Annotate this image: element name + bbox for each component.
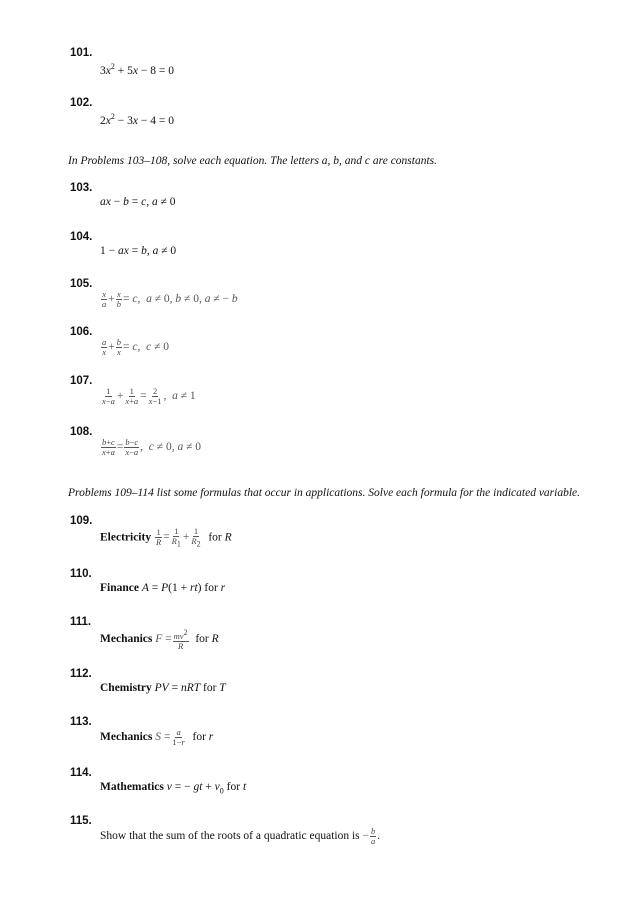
section-intro: Problems 109–114 list some formulas that occur in applications. Solve each formula for the indicated variable. xyxy=(68,487,581,499)
problem-equation: $2x^2 - 3x - 4 = 0$ xyxy=(100,112,174,127)
problem-equation: $\frac{1}{x-a}$ + $\frac{1}{x+a}$ = $\frac{2}{x-1}$ , a ≠ 1 xyxy=(102,386,196,406)
problem-equation: $\frac{x}{a}$ + $\frac{x}{b}$ = c, a ≠ 0, b ≠ 0, a ≠ − b xyxy=(102,289,238,309)
subject-label: Mechanics xyxy=(100,633,153,646)
subject-label: Mechanics xyxy=(100,731,153,744)
problem-text: Show that the sum of the roots of a quadratic equation is − $\frac{b}{a}$ . xyxy=(100,826,381,846)
subject-label: Finance xyxy=(100,582,139,594)
problem-number: 108. xyxy=(70,426,93,438)
problem-number: 112. xyxy=(70,668,92,680)
section-intro: In Problems 103–108, solve each equation. The letters a, b, and c are constants. xyxy=(68,155,438,167)
problem-number: 101. xyxy=(70,47,93,59)
problem-formula: Electricity $\frac{1}{R}$ = $\frac{1}{R_1}$ + $\frac{1}{R_2}$ for R xyxy=(100,526,232,549)
problem-number: 104. xyxy=(70,231,93,243)
problem-number: 114. xyxy=(70,767,92,779)
problem-number: 111. xyxy=(70,616,92,628)
problem-formula: Chemistry PV = nRT for T xyxy=(100,682,226,694)
problem-number: 102. xyxy=(70,97,93,109)
problem-statement: Show that the sum of the roots of a quadratic equation is xyxy=(100,830,360,843)
problem-number: 105. xyxy=(70,278,93,290)
problem-formula: Mechanics F = $\frac{mv^2}{R}$ for R xyxy=(100,628,219,651)
problem-formula: Finance A = P(1 + rt) for r xyxy=(100,582,226,594)
problem-number: 113. xyxy=(70,716,92,728)
problem-number: 103. xyxy=(70,182,93,194)
subject-label: Mathematics xyxy=(100,781,164,793)
problem-equation: $3x^2 + 5x - 8 = 0$ xyxy=(100,62,174,77)
problem-number: 109. xyxy=(70,515,93,527)
problem-equation: 1 − ax = b, a ≠ 0 xyxy=(100,245,177,257)
problem-equation: ax − b = c, a ≠ 0 xyxy=(100,196,176,208)
problem-equation: $\frac{b+c}{x+a}$ = $\frac{b-c}{x-a}$ , c ≠ 0, a ≠ 0 xyxy=(102,437,202,457)
problem-equation: $\frac{a}{x}$ + $\frac{b}{x}$ = c, c ≠ 0 xyxy=(102,337,170,357)
subject-label: Chemistry xyxy=(100,682,152,694)
subject-label: Electricity xyxy=(100,531,152,544)
problem-formula: Mathematics v = − gt + $v_0$ for t xyxy=(100,781,247,796)
problem-number: 107. xyxy=(70,375,93,387)
problem-number: 115. xyxy=(70,815,92,827)
period: . xyxy=(377,830,381,843)
problem-number: 110. xyxy=(70,568,92,580)
problem-formula: Mechanics S = $\frac{a}{1-r}$ for r xyxy=(100,727,214,747)
problem-number: 106. xyxy=(70,326,93,338)
